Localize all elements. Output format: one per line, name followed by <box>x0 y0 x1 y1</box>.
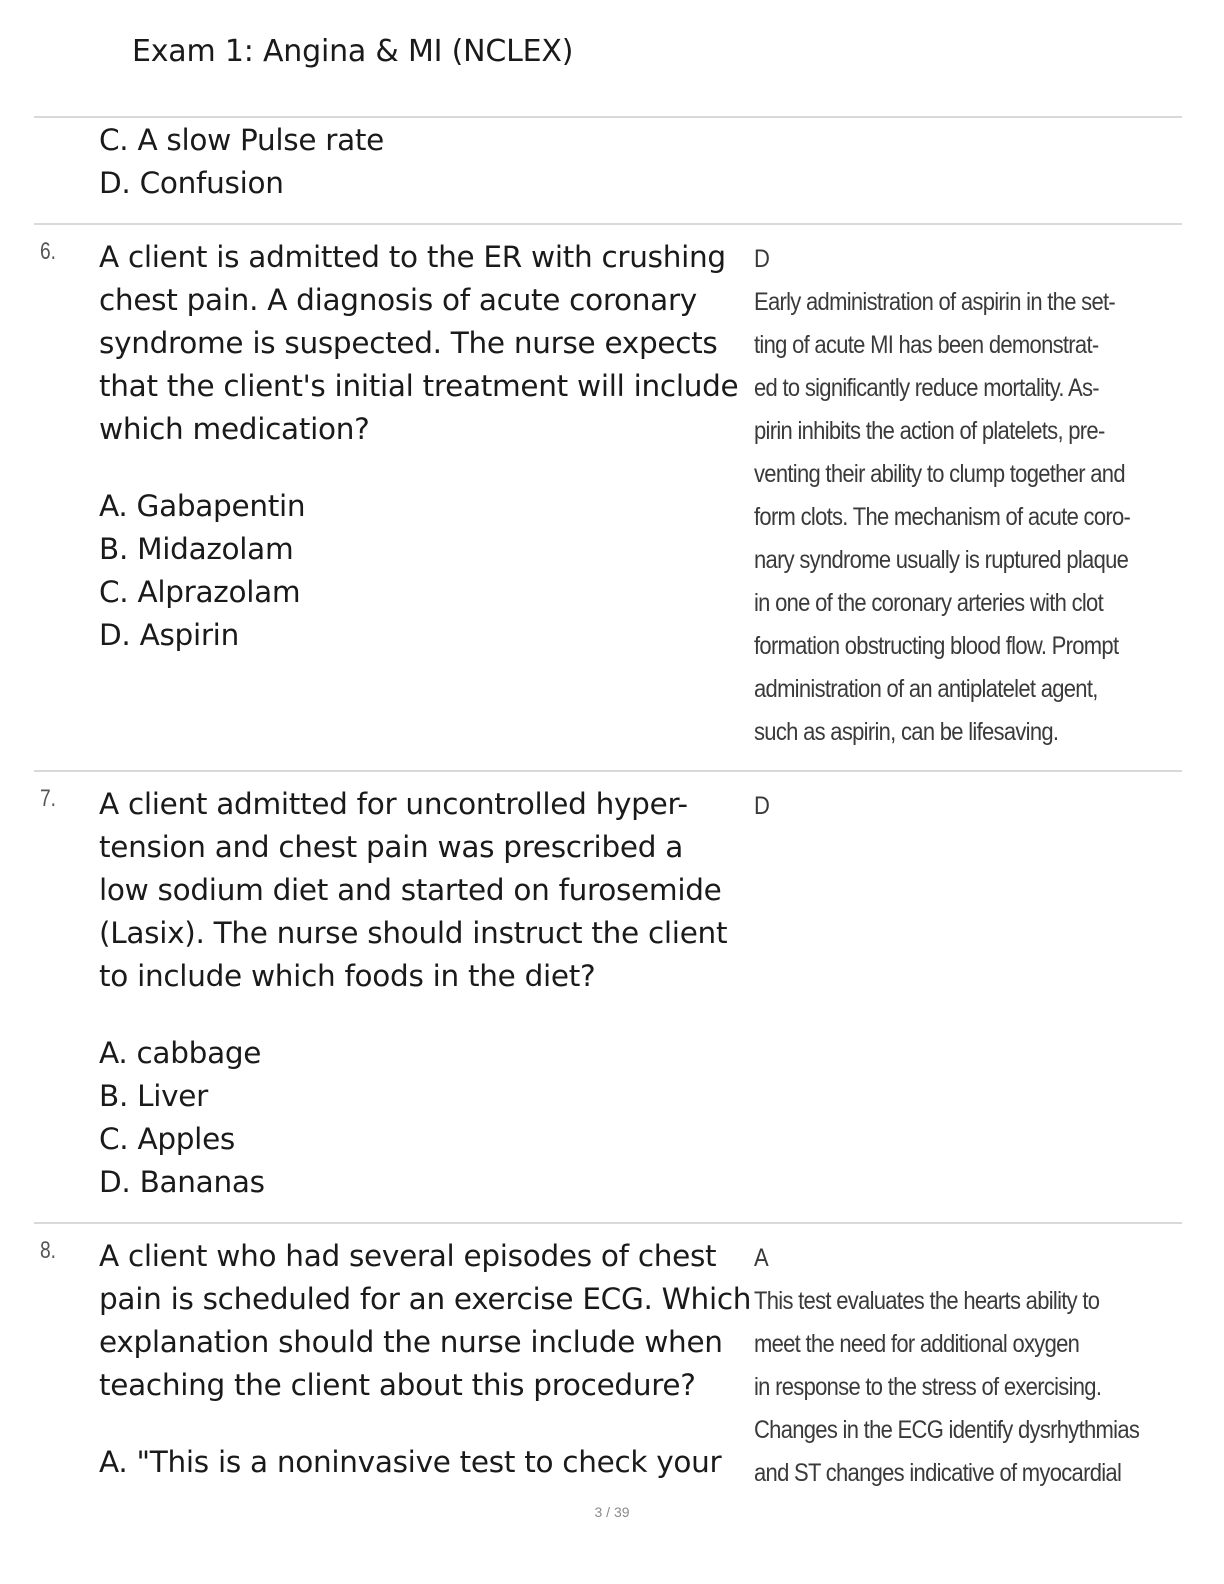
explanation-line: venting their ability to clump together and <box>754 460 1125 488</box>
option-list <box>99 119 384 205</box>
option: A. Gabapentin <box>99 489 306 523</box>
explanation-line: and ST changes indicative of myocardial <box>754 1459 1122 1487</box>
option: C. Alprazolam <box>99 575 301 609</box>
explanation-line: ting of acute MI has been demonstrat- <box>754 331 1099 359</box>
option: C. A slow Pulse rate <box>99 123 385 157</box>
explanation-line: in one of the coronary arteries with clot <box>754 589 1104 617</box>
explanation-line: This test evaluates the hearts ability to <box>754 1287 1100 1315</box>
explanation-line: pirin inhibits the action of platelets, pre- <box>754 417 1105 445</box>
question-line: teaching the client about this procedure? <box>99 1368 696 1402</box>
question-line: which medication? <box>99 412 370 446</box>
answer-explanation <box>754 1280 1163 1495</box>
answer-letter: D <box>754 245 770 273</box>
question-line: to include which foods in the diet? <box>99 959 596 993</box>
question-line: pain is scheduled for an exercise ECG. Which <box>99 1282 752 1316</box>
question-text <box>99 1235 759 1407</box>
explanation-line: ed to significantly reduce mortality. As- <box>754 374 1099 402</box>
page-title: Exam 1: Angina & MI (NCLEX) <box>132 34 574 69</box>
answer-explanation <box>754 281 1163 754</box>
question-number: 6. <box>40 238 57 265</box>
page-number: 3 / 39 <box>594 1504 630 1520</box>
option: D. Bananas <box>99 1165 265 1199</box>
question-number: 7. <box>40 785 57 812</box>
option-list <box>99 485 305 657</box>
option: B. Liver <box>99 1079 208 1113</box>
explanation-line: form clots. The mechanism of acute coro- <box>754 503 1131 531</box>
option: A. "This is a noninvasive test to check your <box>99 1445 722 1479</box>
question-text <box>99 236 759 451</box>
explanation-line: meet the need for additional oxygen <box>754 1330 1080 1358</box>
answer-column <box>754 1237 1140 1495</box>
question-line: tension and chest pain was prescribed a <box>99 830 684 864</box>
question-number: 8. <box>40 1237 57 1264</box>
option: D. Confusion <box>99 166 284 200</box>
explanation-line: Changes in the ECG identify dysrhythmias <box>754 1416 1140 1444</box>
answer-column <box>754 238 1131 754</box>
option: B. Midazolam <box>99 532 294 566</box>
question-line: A client is admitted to the ER with crushing <box>99 240 726 274</box>
question-text <box>99 783 759 998</box>
option: A. cabbage <box>99 1036 262 1070</box>
explanation-line: Early administration of aspirin in the set- <box>754 288 1116 316</box>
explanation-line: such as aspirin, can be lifesaving. <box>754 718 1059 746</box>
question-line: low sodium diet and started on furosemide <box>99 873 722 907</box>
question-line: syndrome is suspected. The nurse expects <box>99 326 718 360</box>
divider <box>34 116 1182 118</box>
divider <box>34 223 1182 225</box>
divider <box>34 1222 1182 1224</box>
explanation-line: nary syndrome usually is ruptured plaque <box>754 546 1129 574</box>
question-line: A client admitted for uncontrolled hyper- <box>99 787 688 821</box>
answer-column <box>754 785 1115 828</box>
question-line: chest pain. A diagnosis of acute coronary <box>99 283 697 317</box>
answer-letter: D <box>754 792 770 820</box>
option: C. Apples <box>99 1122 235 1156</box>
question-line: (Lasix). The nurse should instruct the client <box>99 916 728 950</box>
explanation-line: formation obstructing blood flow. Prompt <box>754 632 1119 660</box>
option-list <box>99 1032 265 1204</box>
option: D. Aspirin <box>99 618 239 652</box>
explanation-line: administration of an antiplatelet agent, <box>754 675 1098 703</box>
question-line: explanation should the nurse include when <box>99 1325 723 1359</box>
question-line: that the client's initial treatment will include <box>99 369 739 403</box>
divider <box>34 770 1182 772</box>
question-line: A client who had several episodes of chest <box>99 1239 717 1273</box>
option-list <box>99 1441 721 1484</box>
answer-letter: A <box>754 1244 768 1272</box>
explanation-line: in response to the stress of exercising. <box>754 1373 1102 1401</box>
